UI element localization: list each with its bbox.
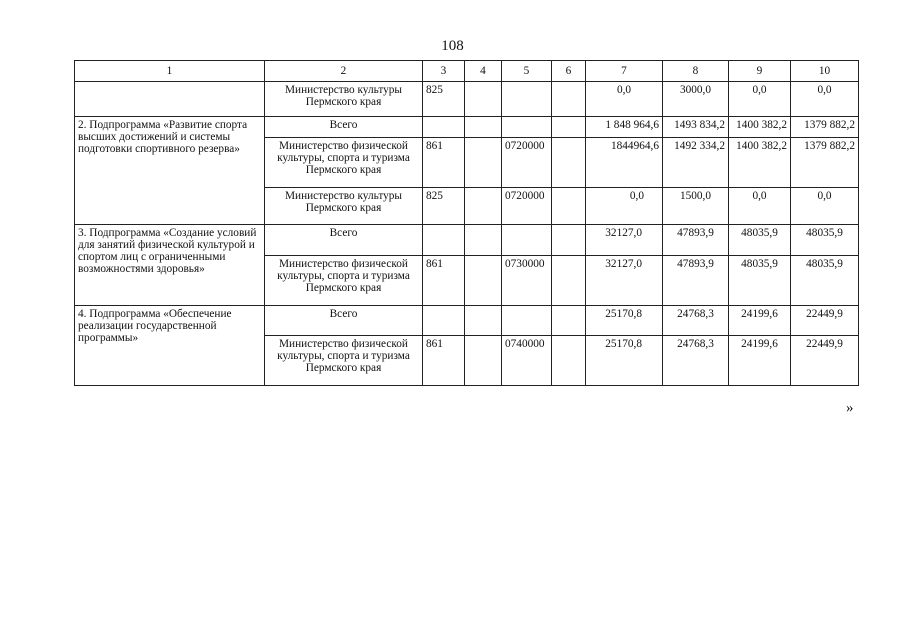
column-header: 4 — [465, 61, 502, 82]
table-row — [75, 117, 859, 138]
target-code-cell: 0730000 — [502, 256, 552, 306]
grbs-code-cell: 861 — [423, 138, 465, 188]
column-header: 7 — [586, 61, 663, 82]
program-cell: 4. Подпрограмма «Обеспечение реализации государственной программы» — [75, 306, 265, 386]
table-row — [75, 82, 859, 117]
column-header: 3 — [423, 61, 465, 82]
value-col9: 48035,9 — [729, 225, 791, 256]
executor-cell: Министерство культуры Пермского края — [265, 188, 423, 225]
executor-cell: Всего — [265, 117, 423, 138]
target-code-cell — [502, 225, 552, 256]
expense-type-cell — [552, 225, 586, 256]
value-col9: 1400 382,2 — [729, 138, 791, 188]
expense-type-cell — [552, 82, 586, 117]
column-header: 8 — [663, 61, 729, 82]
value-col7: 32127,0 — [586, 225, 663, 256]
grbs-code-cell: 861 — [423, 336, 465, 386]
executor-cell: Министерство физической культуры, спорта и туризма Пермского края — [265, 138, 423, 188]
budget-table — [74, 60, 859, 386]
value-col9: 0,0 — [729, 188, 791, 225]
section-code-cell — [465, 82, 502, 117]
grbs-code-cell: 861 — [423, 256, 465, 306]
value-col8: 3000,0 — [663, 82, 729, 117]
table-row — [75, 225, 859, 256]
value-col8: 47893,9 — [663, 256, 729, 306]
section-code-cell — [465, 117, 502, 138]
page-number: 108 — [441, 38, 464, 54]
section-code-cell — [465, 306, 502, 336]
expense-type-cell — [552, 306, 586, 336]
executor-cell: Министерство физической культуры, спорта и туризма Пермского края — [265, 256, 423, 306]
executor-cell: Всего — [265, 225, 423, 256]
column-header: 5 — [502, 61, 552, 82]
section-code-cell — [465, 336, 502, 386]
column-header: 6 — [552, 61, 586, 82]
value-col9: 24199,6 — [729, 336, 791, 386]
section-code-cell — [465, 188, 502, 225]
value-col9: 0,0 — [729, 82, 791, 117]
value-col10: 1379 882,2 — [791, 117, 859, 138]
program-cell: 3. Подпрограмма «Создание условий для занятий физической культурой и спортом лиц с ограниченными возможностями здоровья» — [75, 225, 265, 306]
value-col7: 25170,8 — [586, 336, 663, 386]
column-number-row — [75, 61, 859, 82]
value-col8: 1493 834,2 — [663, 117, 729, 138]
value-col8: 1492 334,2 — [663, 138, 729, 188]
program-cell — [75, 82, 265, 117]
value-col7: 32127,0 — [586, 256, 663, 306]
expense-type-cell — [552, 138, 586, 188]
value-col7: 1 848 964,6 — [586, 117, 663, 138]
column-header: 1 — [75, 61, 265, 82]
grbs-code-cell: 825 — [423, 188, 465, 225]
value-col9: 24199,6 — [729, 306, 791, 336]
column-header: 10 — [791, 61, 859, 82]
target-code-cell — [502, 117, 552, 138]
grbs-code-cell: 825 — [423, 82, 465, 117]
value-col10: 22449,9 — [791, 306, 859, 336]
executor-cell: Министерство культуры Пермского края — [265, 82, 423, 117]
value-col9: 1400 382,2 — [729, 117, 791, 138]
expense-type-cell — [552, 256, 586, 306]
target-code-cell — [502, 306, 552, 336]
value-col7: 0,0 — [586, 82, 663, 117]
value-col8: 1500,0 — [663, 188, 729, 225]
value-col10: 22449,9 — [791, 336, 859, 386]
target-code-cell — [502, 82, 552, 117]
value-col7: 0,0 — [586, 188, 663, 225]
expense-type-cell — [552, 188, 586, 225]
executor-cell: Министерство физической культуры, спорта и туризма Пермского края — [265, 336, 423, 386]
value-col10: 48035,9 — [791, 256, 859, 306]
executor-cell: Всего — [265, 306, 423, 336]
target-code-cell: 0720000 — [502, 138, 552, 188]
value-col10: 1379 882,2 — [791, 138, 859, 188]
expense-type-cell — [552, 117, 586, 138]
table-row — [75, 306, 859, 336]
grbs-code-cell — [423, 117, 465, 138]
program-cell: 2. Подпрограмма «Развитие спорта высших достижений и системы подготовки спортивного резерва» — [75, 117, 265, 225]
grbs-code-cell — [423, 225, 465, 256]
grbs-code-cell — [423, 306, 465, 336]
value-col9: 48035,9 — [729, 256, 791, 306]
column-header: 2 — [265, 61, 423, 82]
value-col8: 24768,3 — [663, 336, 729, 386]
value-col8: 24768,3 — [663, 306, 729, 336]
column-header: 9 — [729, 61, 791, 82]
target-code-cell: 0740000 — [502, 336, 552, 386]
section-code-cell — [465, 225, 502, 256]
expense-type-cell — [552, 336, 586, 386]
value-col7: 1844964,6 — [586, 138, 663, 188]
value-col7: 25170,8 — [586, 306, 663, 336]
value-col8: 47893,9 — [663, 225, 729, 256]
section-code-cell — [465, 138, 502, 188]
target-code-cell: 0720000 — [502, 188, 552, 225]
section-code-cell — [465, 256, 502, 306]
value-col10: 0,0 — [791, 188, 859, 225]
closing-quote-mark: » — [846, 400, 854, 416]
value-col10: 0,0 — [791, 82, 859, 117]
value-col10: 48035,9 — [791, 225, 859, 256]
